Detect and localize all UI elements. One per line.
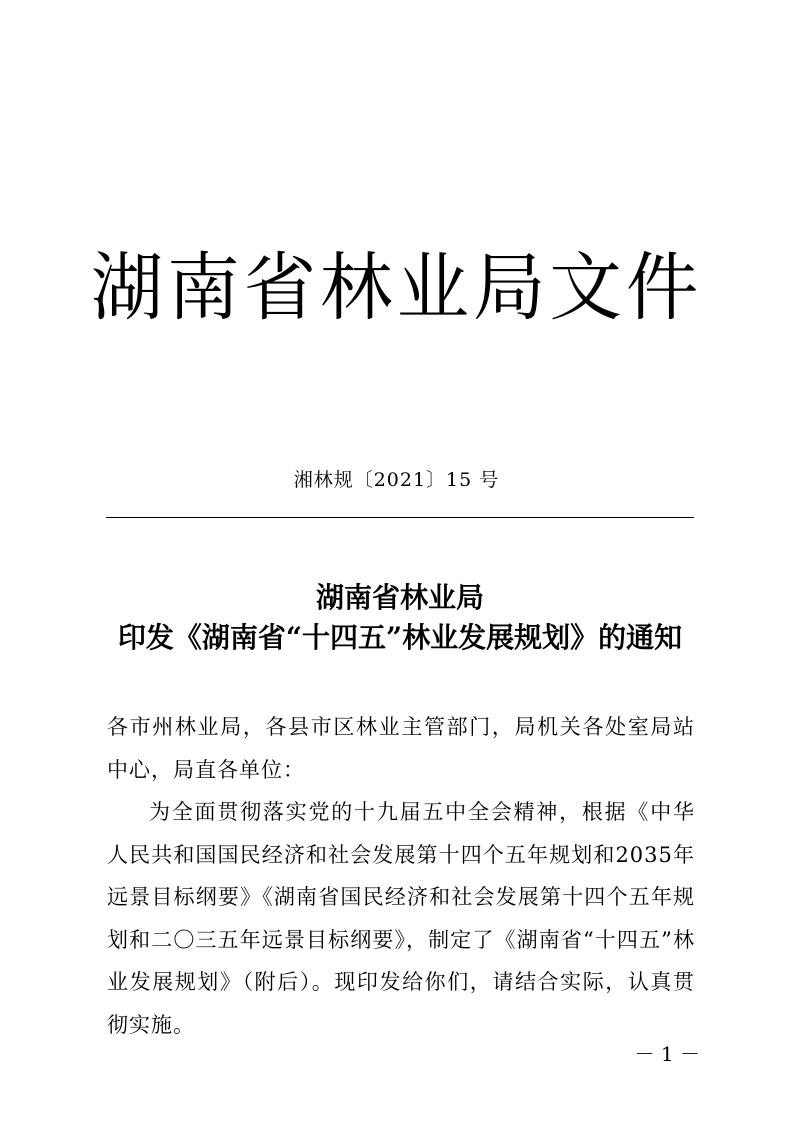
notice-title	[80, 578, 720, 658]
page-number: － 1 －	[634, 1042, 700, 1066]
notice-body	[107, 706, 695, 1046]
header-divider	[106, 517, 694, 518]
document-number: 湘林规〔2021〕15 号	[293, 469, 500, 491]
body-paragraph: 为全面贯彻落实党的十九届五中全会精神，根据《中华人民共和国国民经济和社会发展第十四个五年规划和2035年远景目标纲要》《湖南省国民经济和社会发展第十四个五年规划和二〇三五年远景目标纲要》，制定了《湖南省“十四五”林业发展规划》（附后）。现印发给你们，请结合实际，认真贯彻实施。	[107, 800, 695, 1037]
salutation: 各市州林业局，各县市区林业主管部门，局机关各处室局站中心，局直各单位：	[107, 715, 695, 782]
notice-title-line-1: 湖南省林业局	[315, 581, 484, 614]
document-masthead: 湖南省林业局文件	[90, 245, 703, 331]
notice-title-line-2: 印发《湖南省“十四五”林业发展规划》的通知	[117, 621, 683, 654]
